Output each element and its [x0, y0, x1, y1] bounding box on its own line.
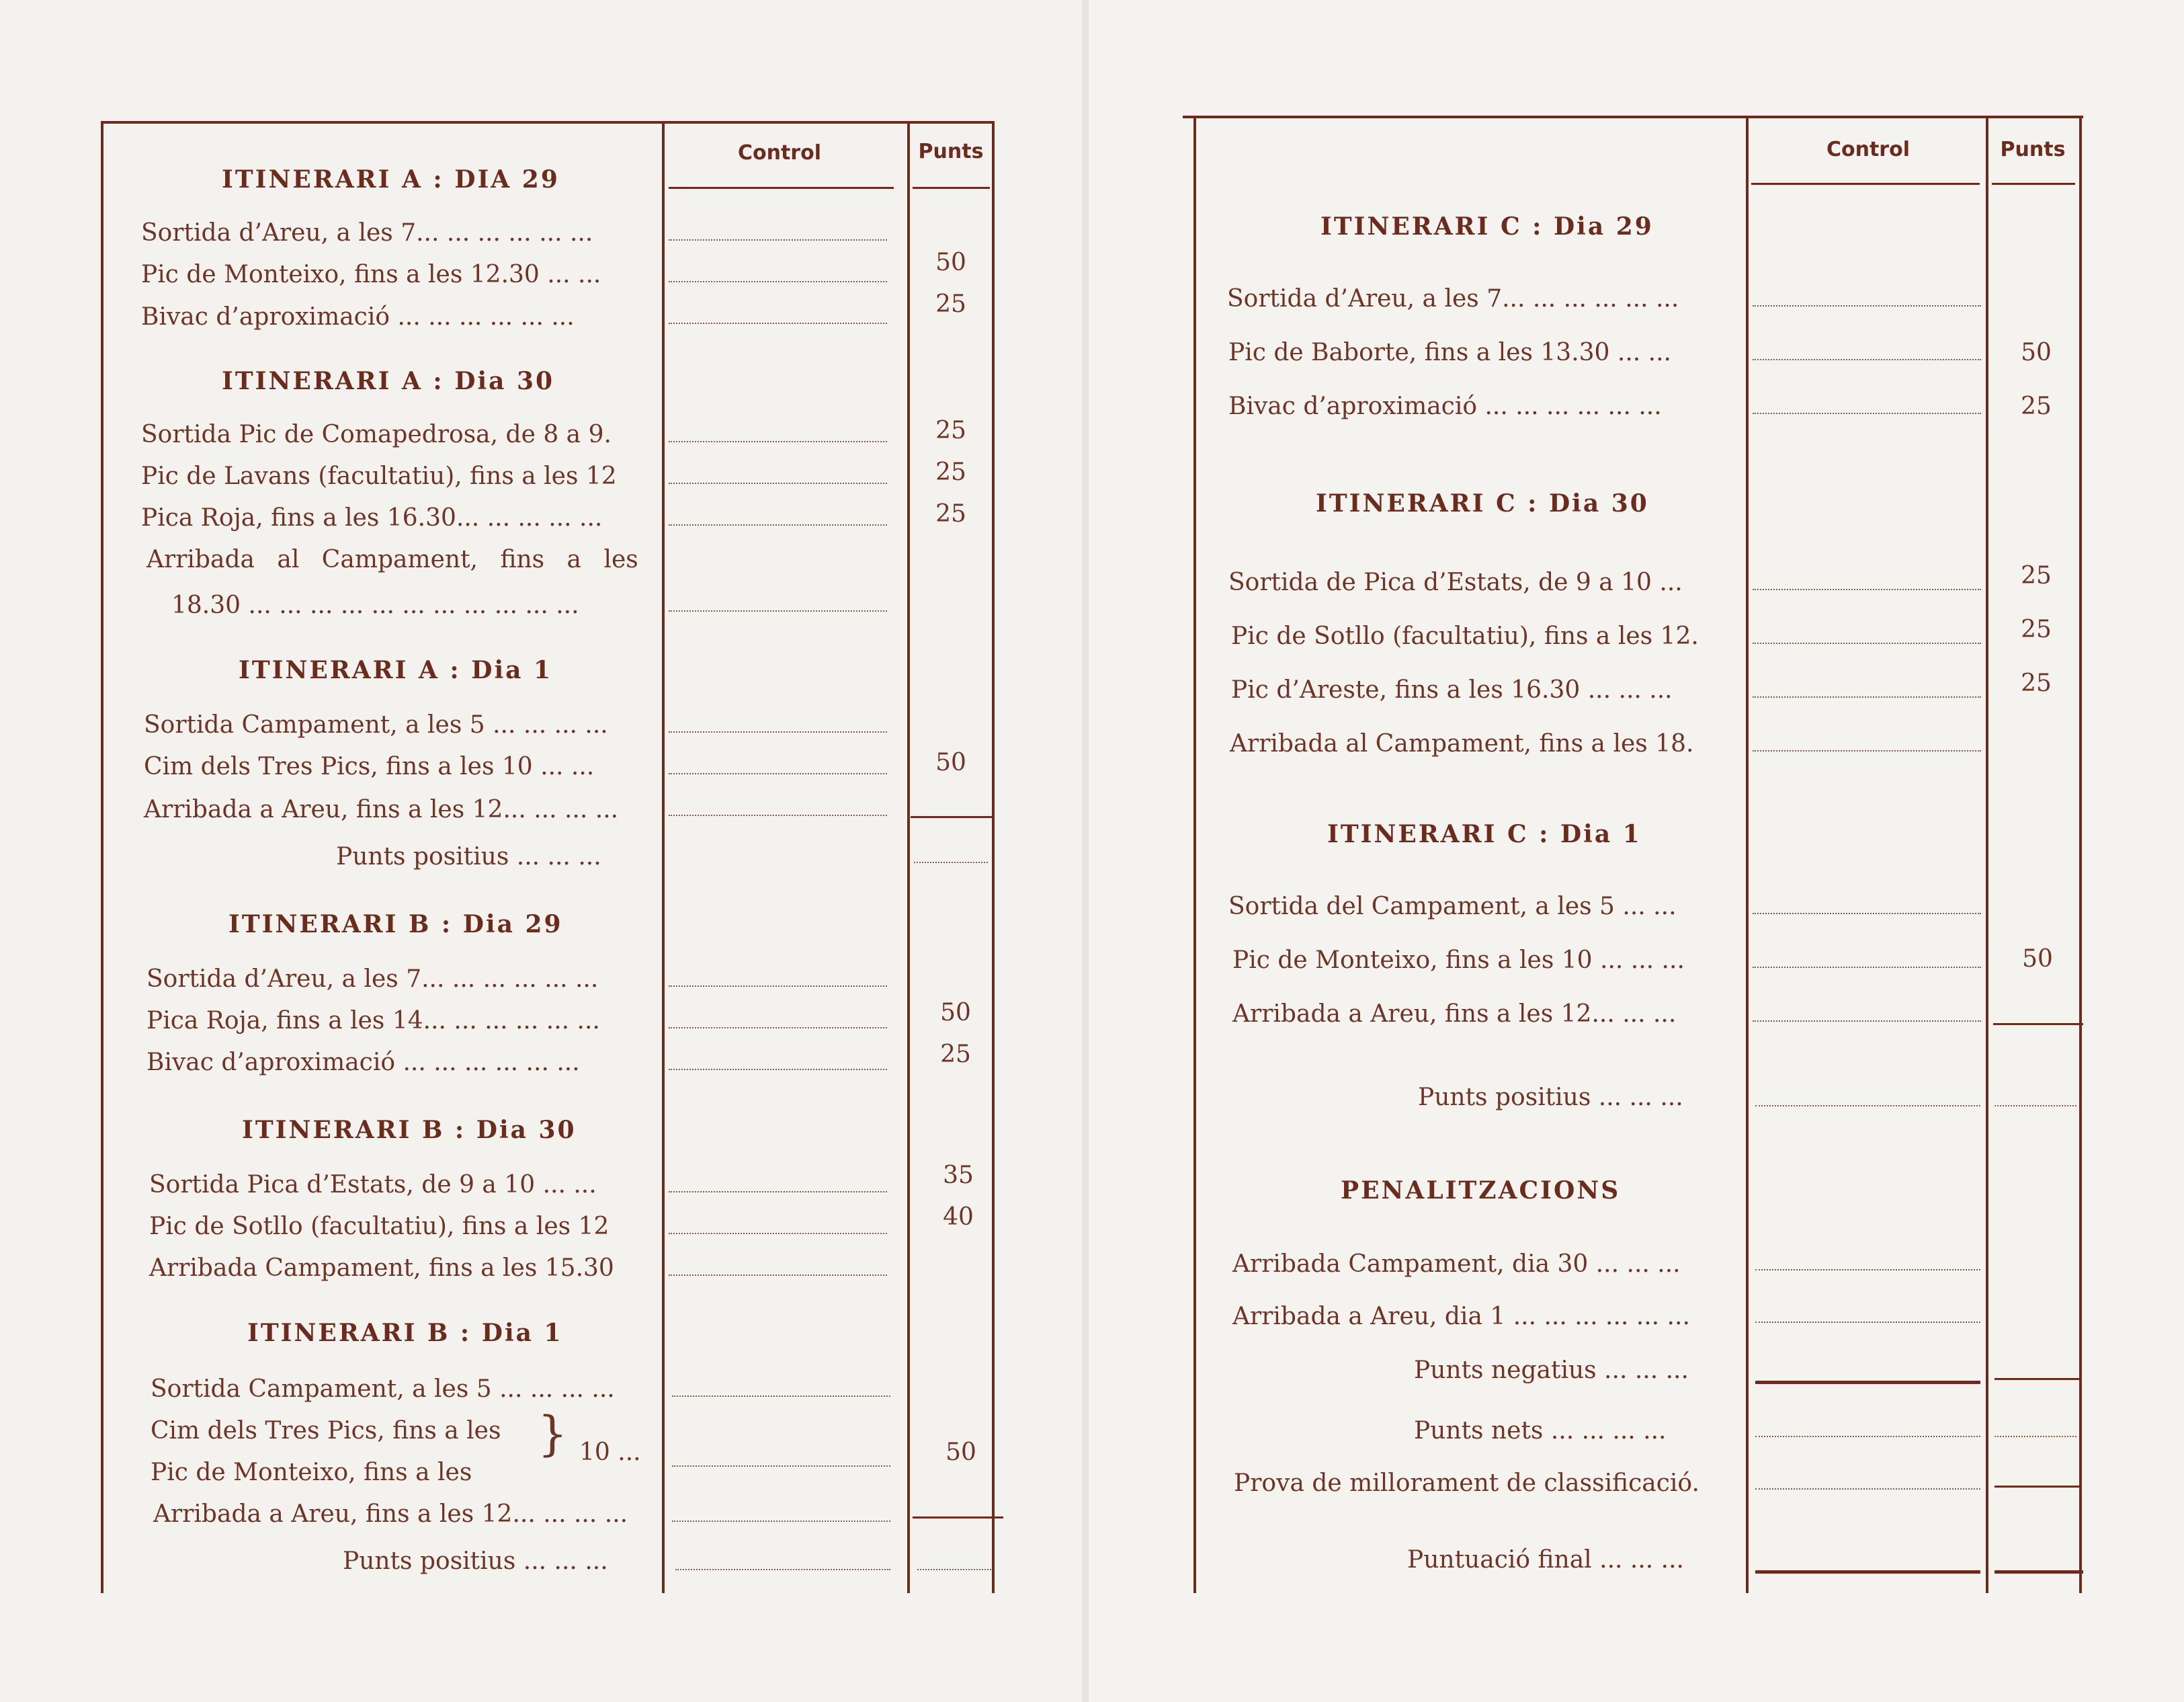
control-line[interactable]	[672, 1395, 890, 1397]
grouping-brace: }	[538, 1406, 568, 1461]
points-value: 50	[2022, 945, 2053, 973]
points-value: 50	[935, 249, 966, 276]
total-points-line[interactable]	[914, 862, 988, 863]
control-line[interactable]	[1755, 1436, 1980, 1437]
itinerary-row: Sortida d’Areu, a les 7... ... ... ... ... ...	[146, 965, 599, 993]
itinerary-row: Bivac d’aproximació ... ... ... ... ... ...	[1228, 393, 1662, 420]
itinerary-row: Arribada al Campament, fins a les	[146, 546, 638, 573]
itinerary-row: Arribada a Areu, fins a les 12... ... ... ...	[153, 1500, 628, 1528]
control-line[interactable]	[669, 239, 887, 241]
subtotal-rule	[1993, 1023, 2083, 1025]
control-line[interactable]	[1755, 1105, 1980, 1106]
control-line[interactable]	[675, 1569, 890, 1570]
control-line[interactable]	[1753, 359, 1981, 360]
control-line[interactable]	[1753, 589, 1981, 590]
itinerary-row: Pic de Lavans (facultatiu), fins a les 12	[141, 462, 617, 490]
itinerary-row: Cim dels Tres Pics, fins a les	[151, 1417, 501, 1445]
negative-points-rule	[1755, 1381, 1980, 1384]
penalty-row: Arribada a Areu, dia 1 ... ... ... ... ... ...	[1232, 1303, 1690, 1330]
shared-time: 10 ...	[579, 1438, 641, 1466]
points-value: 50	[946, 1438, 976, 1466]
right-control-rule	[1746, 116, 1749, 1593]
control-line[interactable]	[672, 1521, 890, 1522]
control-line[interactable]	[1753, 305, 1981, 307]
control-line[interactable]	[1753, 1020, 1981, 1022]
itinerary-row: 18.30 ... ... ... ... ... ... ... ... ... ... ...	[171, 592, 579, 619]
itinerary-row: Pic de Sotllo (facultatiu), fins a les 12.	[1231, 622, 1699, 650]
points-value: 25	[935, 290, 966, 318]
control-line[interactable]	[1753, 413, 1981, 414]
final-score-rule	[1994, 1570, 2083, 1574]
control-line[interactable]	[1753, 913, 1981, 914]
control-line[interactable]	[1753, 696, 1981, 698]
itinerary-row: Arribada al Campament, fins a les 18.	[1230, 730, 1694, 758]
itinerary-row: Pic de Sotllo (facultatiu), fins a les 12	[149, 1213, 610, 1240]
control-line[interactable]	[669, 323, 887, 324]
left-control-rule	[662, 121, 665, 1593]
points-value: 50	[2021, 339, 2052, 366]
section-title: ITINERARI B : Dia 1	[247, 1319, 563, 1347]
total-label: Prova de millorament de classificació.	[1234, 1469, 1699, 1497]
section-title: ITINERARI A : Dia 1	[239, 656, 553, 684]
itinerary-row: Arribada a Areu, fins a les 12... ... ... ...	[144, 796, 619, 823]
points-value: 25	[935, 458, 966, 486]
points-value: 25	[935, 417, 966, 444]
points-value: 25	[935, 500, 966, 528]
control-line[interactable]	[669, 731, 887, 733]
right-header-control: Control	[1826, 138, 1910, 161]
itinerary-row: Arribada Campament, fins a les 15.30	[149, 1254, 614, 1282]
itinerary-row: Pica Roja, fins a les 14... ... ... ... ... ...	[146, 1007, 600, 1035]
final-score-rule	[1755, 1570, 1980, 1574]
control-line[interactable]	[669, 281, 887, 282]
itinerary-row: Bivac d’aproximació ... ... ... ... ... ...	[146, 1049, 580, 1076]
total-points-line[interactable]	[1994, 1436, 2076, 1437]
itinerary-row: Sortida de Pica d’Estats, de 9 a 10 ...	[1228, 569, 1683, 596]
right-punts-underline	[1992, 183, 2075, 185]
control-line[interactable]	[669, 1069, 887, 1070]
section-title: ITINERARI B : Dia 30	[242, 1116, 577, 1144]
itinerary-row: Pic d’Areste, fins a les 16.30 ... ... ...	[1231, 676, 1673, 704]
total-points-line[interactable]	[917, 1569, 991, 1570]
classification-rule	[1994, 1486, 2081, 1488]
total-label: Punts positius ... ... ...	[336, 843, 601, 870]
right-punts-rule-a	[1986, 116, 1988, 1593]
penalty-row: Arribada Campament, dia 30 ... ... ...	[1232, 1250, 1681, 1278]
itinerary-row: Pic de Monteixo, fins a les	[151, 1459, 472, 1486]
itinerary-row: Sortida del Campament, a les 5 ... ...	[1228, 893, 1677, 920]
left-punts-underline	[913, 187, 990, 189]
left-punts-rule-a	[907, 121, 910, 1593]
itinerary-row: Cim dels Tres Pics, fins a les 10 ... ...	[144, 753, 595, 780]
control-line[interactable]	[669, 1274, 887, 1276]
subtotal-rule	[911, 816, 995, 818]
total-label: Puntuació final ... ... ...	[1407, 1546, 1684, 1574]
points-value: 50	[935, 749, 966, 776]
total-label: Punts nets ... ... ... ...	[1414, 1417, 1667, 1445]
control-line[interactable]	[669, 483, 887, 484]
control-line[interactable]	[669, 610, 887, 612]
itinerary-row: Sortida Campament, a les 5 ... ... ... ...	[151, 1375, 615, 1403]
control-line[interactable]	[1753, 750, 1981, 752]
section-title: ITINERARI C : Dia 29	[1320, 212, 1654, 241]
negative-points-rule	[1994, 1378, 2082, 1380]
points-value: 25	[2021, 562, 2052, 590]
section-title: ITINERARI B : Dia 29	[228, 910, 563, 938]
itinerary-row: Sortida Pica d’Estats, de 9 a 10 ... ...	[149, 1171, 597, 1199]
total-label: Punts positius ... ... ...	[1418, 1084, 1683, 1111]
left-top-border	[101, 121, 995, 124]
points-value: 25	[940, 1041, 971, 1068]
control-line[interactable]	[1753, 643, 1981, 644]
subtotal-rule	[913, 1516, 1003, 1518]
itinerary-row: Sortida d’Areu, a les 7... ... ... ... ... ...	[141, 219, 593, 247]
points-value: 25	[2021, 616, 2052, 643]
control-line[interactable]	[669, 1233, 887, 1234]
section-title: ITINERARI A : DIA 29	[222, 165, 560, 194]
control-line[interactable]	[1755, 1322, 1980, 1323]
right-outer-rule	[1193, 116, 1196, 1593]
right-top-border	[1183, 116, 2083, 118]
points-value: 40	[943, 1203, 974, 1231]
section-title: ITINERARI C : Dia 30	[1316, 489, 1649, 518]
control-line[interactable]	[1755, 1269, 1980, 1270]
section-title: ITINERARI A : Dia 30	[222, 367, 555, 395]
control-line[interactable]	[669, 773, 887, 774]
right-page	[1089, 0, 2184, 1702]
total-label: Punts negatius ... ... ...	[1414, 1356, 1689, 1384]
control-line[interactable]	[672, 1465, 890, 1467]
left-control-underline	[669, 187, 894, 189]
itinerary-row: Sortida Pic de Comapedrosa, de 8 a 9.	[141, 421, 612, 448]
left-header-control: Control	[737, 141, 821, 165]
control-line[interactable]	[669, 985, 887, 987]
points-value: 25	[2021, 393, 2052, 420]
total-points-line[interactable]	[1994, 1105, 2076, 1106]
itinerary-row: Arribada a Areu, fins a les 12... ... ...	[1232, 1000, 1677, 1028]
itinerary-row: Pic de Monteixo, fins a les 10 ... ... ...	[1232, 946, 1685, 974]
right-control-underline	[1751, 183, 1980, 185]
right-punts-rule-b	[2079, 116, 2082, 1593]
itinerary-row: Sortida Campament, a les 5 ... ... ... ...	[144, 711, 608, 739]
control-line[interactable]	[669, 524, 887, 526]
itinerary-row: Bivac d’aproximació ... ... ... ... ... ...	[141, 303, 575, 331]
points-value: 35	[943, 1162, 974, 1189]
itinerary-row: Pic de Monteixo, fins a les 12.30 ... ...	[141, 261, 601, 288]
control-line[interactable]	[669, 815, 887, 816]
itinerary-row: Sortida d’Areu, a les 7... ... ... ... ... ...	[1227, 285, 1679, 313]
control-line[interactable]	[669, 441, 887, 442]
right-header-punts: Punts	[2000, 138, 2066, 161]
control-line[interactable]	[1753, 967, 1981, 968]
points-value: 50	[940, 999, 971, 1026]
section-title: ITINERARI C : Dia 1	[1327, 820, 1642, 848]
left-punts-rule-b	[992, 121, 995, 1593]
control-line[interactable]	[669, 1027, 887, 1028]
section-title: PENALITZACIONS	[1341, 1176, 1621, 1205]
page-fold	[1082, 0, 1089, 1702]
points-value: 25	[2021, 670, 2052, 697]
left-header-punts: Punts	[918, 140, 984, 163]
itinerary-row: Pica Roja, fins a les 16.30... ... ... ... ...	[141, 504, 603, 532]
control-line[interactable]	[669, 1191, 887, 1192]
itinerary-row: Pic de Baborte, fins a les 13.30 ... ...	[1228, 339, 1672, 366]
control-line[interactable]	[1755, 1488, 1980, 1490]
left-outer-rule	[101, 121, 103, 1593]
total-label: Punts positius ... ... ...	[343, 1547, 608, 1575]
